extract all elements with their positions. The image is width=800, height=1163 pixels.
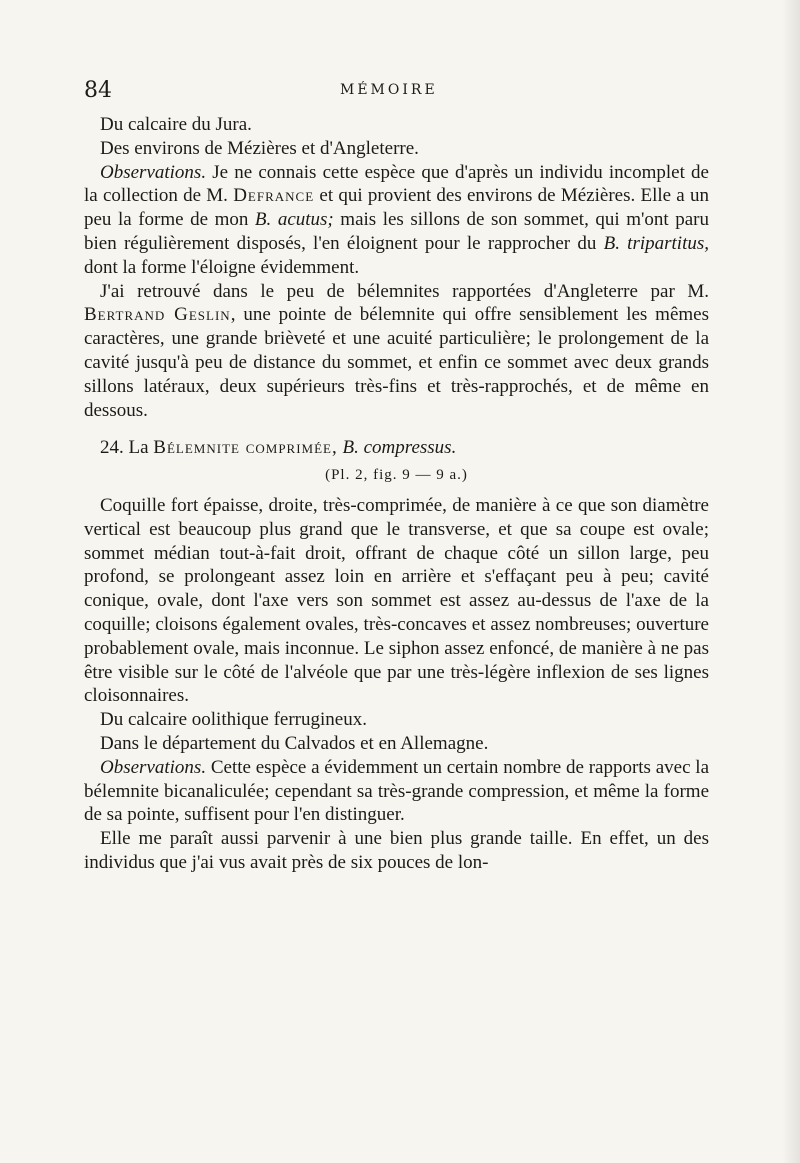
paragraph: Elle me paraît aussi parvenir à une bien plus grande taille. En effet, un des individus que j'ai vus avait près de six pouces de lon- <box>84 828 709 873</box>
habitat-line: Du calcaire oolithique ferrugineux. <box>100 709 367 731</box>
author-name: Bertrand Geslin <box>84 304 231 326</box>
plate-reference: (Pl. 2, fig. 9 — 9 a.) <box>325 467 468 484</box>
author-name: Defrance <box>233 185 315 207</box>
species-name: B. compressus. <box>342 437 457 459</box>
habitat-line: Du calcaire du Jura. <box>100 114 252 135</box>
text-run: Je ne connais cette espèce que d'après un individu incomplet de la collection de M. <box>84 161 709 207</box>
locality-line: Dans le département du Calvados et en Allemagne. <box>100 732 489 754</box>
observations-paragraph <box>84 756 709 827</box>
body-text <box>84 113 709 875</box>
species-common-name: Bélemnite comprimée, <box>153 437 338 459</box>
observations-label: Observations. <box>100 161 207 183</box>
observations-paragraph <box>84 161 709 280</box>
running-title: MÉMOIRE <box>340 82 438 98</box>
page-number: 84 <box>84 78 112 103</box>
section-heading <box>84 436 709 460</box>
text-run: , une pointe de bélemnite qui offre sensiblement les mêmes caractères, une grande brièveté et une acuité particulière; le prolongement de la cavité jusqu'à peu de distance du sommet, et enfin ce sommet avec deux grands sillons latéraux, deux supérieurs très-fins et très-rapprochés, et de même en dessous. <box>84 304 709 421</box>
section-number: 24. <box>100 437 124 459</box>
page-edge-shadow <box>782 0 800 1163</box>
text-run: et qui provient des environs de Mézières. Elle a un peu la forme de mon <box>84 185 709 231</box>
paragraph <box>84 280 709 423</box>
species-name: B. tripartitus, <box>603 232 710 254</box>
text-run: Cette espèce a évidemment un certain nombre de rapports avec la bélemnite bicanaliculée; cependant sa très-grande compression, et même la forme de sa pointe, suffisent pour l'en distinguer. <box>84 756 709 826</box>
text-run: La <box>123 437 154 459</box>
species-name: B. acutus; <box>254 209 334 231</box>
description-paragraph: Coquille fort épaisse, droite, très-comprimée, de manière à ce que son diamètre vertical est beaucoup plus grand que le transverse, et que sa coupe est ovale; sommet médian tout-à-fait droit, offrant de chaque côté un sillon large, peu profond, se prolongeant assez loin en arrière et s'effaçant peu à peu; cavité conique, ovale, dont l'axe vers son sommet est assez au-dessus de l'axe de la coquille; cloisons également ovales, très-concaves et assez nombreuses; ouverture probablement ovale, mais inconnue. Le siphon assez enfoncé, de manière à ne pas être visible sur le côté de l'alvéole que par une très-légère inflexion de ses lignes cloisonnaires. <box>84 494 709 707</box>
locality-line: Des environs de Mézières et d'Angleterre. <box>100 137 419 159</box>
text-run: mais les sillons de son sommet, qui m'ont paru bien régulièrement disposés, l'en éloignent pour le rapprocher du <box>84 209 709 254</box>
observations-label: Observations. <box>100 756 207 778</box>
text-run: dont la forme l'éloigne évidemment. <box>84 256 360 278</box>
text-run: J'ai retrouvé dans le peu de bélemnites rapportées d'Angleterre par M. <box>100 280 709 302</box>
